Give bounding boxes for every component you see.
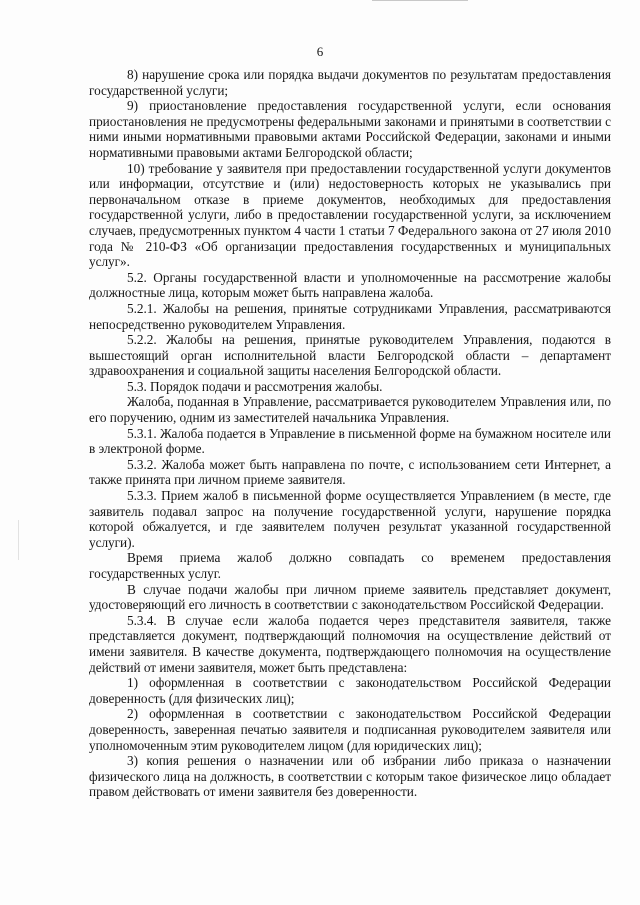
paragraph-5-3-4: 5.3.4. В случае если жалоба подается через представителя заявителя, также представляется документ, подтверждающий полномочия на осуществление действий от имени заявителя. В качестве документа, подтверждающего полномочия на осуществление действий от имени заявителя, может быть представлена: (89, 612, 611, 675)
paragraph-5-2-2: 5.2.2. Жалобы на решения, принятые руководителем Управления, подаются в вышестоящий орган исполнительной власти Белгородской области – департамент здравоохранения и социальной защиты населения Белгородской области. (89, 332, 611, 379)
paragraph-reception-time: Время приема жалоб должно совпадать со временем предоставления государственных услуг. (89, 550, 611, 581)
paragraph-option-2: 2) оформленная в соответствии с законодательством Российской Федерации доверенность, заверенная печатью заявителя и подписанная руководителем заявителя или уполномоченным этим руководителем лицом (для юридических лиц); (89, 706, 611, 753)
page-number: 6 (316, 44, 324, 59)
paragraph-item-9: 9) приостановление предоставления государственной услуги, если основания приостановления не предусмотрены федеральными законами и принятыми в соответствии с ними иными нормативными правовыми актами Российской Федерации, законами и иными нормативными правовыми актами Белгородской области; (89, 98, 611, 160)
document-body (89, 67, 611, 800)
paragraph-5-3-1: 5.3.1. Жалоба подается в Управление в письменной форме на бумажном носителе или в электроной форме. (89, 425, 611, 457)
paragraph-5-3: 5.3. Порядок подачи и рассмотрения жалобы. (127, 378, 383, 394)
paragraph-5-2: 5.2. Органы государственной власти и уполномоченные на рассмотрение жалобы должностные лица, которым может быть направлена жалоба. (89, 269, 611, 301)
paragraph-option-3: 3) копия решения о назначении или об избрании либо приказа о назначении физического лица на должность, в соответствии с которым такое физическое лицо обладает правом действовать от имени заявителя без доверенности. (89, 753, 611, 800)
paragraph-5-2-1: 5.2.1. Жалобы на решения, принятые сотрудниками Управления, рассматриваются непосредственно руководителем Управления. (89, 300, 611, 332)
paragraph-option-1: 1) оформленная в соответствии с законодательством Российской Федерации доверенность (для физических лиц); (89, 675, 611, 706)
paragraph-item-10: 10) требование у заявителя при предоставлении государственной услуги документов или информации, отсутствие и (или) недостоверность которых не указывались при первоначальном отказе в приеме документов, необходимых для предоставления государственной услуги, либо в предоставлении государственной услуги, за исключением случаев, предусмотренных пунктом 4 части 1 статьи 7 Федерального закона от 27 июля 2010 года № 210-ФЗ «Об организации предоставления государственных и муниципальных услуг». (89, 160, 611, 270)
scan-artifact-top (372, 0, 468, 1)
paragraph-personal-reception: В случае подачи жалобы при личном приеме заявитель представляет документ, удостоверяющий его личность в соответствии с законодательством Российской Федерации. (89, 581, 611, 613)
paragraph-complaint-review: Жалоба, поданная в Управление, рассматривается руководителем Управления или, по его поручению, одним из заместителей начальника Управления. (89, 394, 611, 426)
scan-artifact-left (18, 520, 19, 560)
paragraph-item-8: 8) нарушение срока или порядка выдачи документов по результатам предоставления государственной услуги; (89, 67, 611, 98)
paragraph-5-3-2: 5.3.2. Жалоба может быть направлена по почте, с использованием сети Интернет, а также принята при личном приеме заявителя. (89, 456, 611, 488)
paragraph-5-3-3: 5.3.3. Прием жалоб в письменной форме осуществляется Управлением (в месте, где заявитель подавал запрос на получение государственной услуги, нарушение порядка которой обжалуется, и где заявителем получен результат указанной государственной услуги). (89, 488, 611, 550)
